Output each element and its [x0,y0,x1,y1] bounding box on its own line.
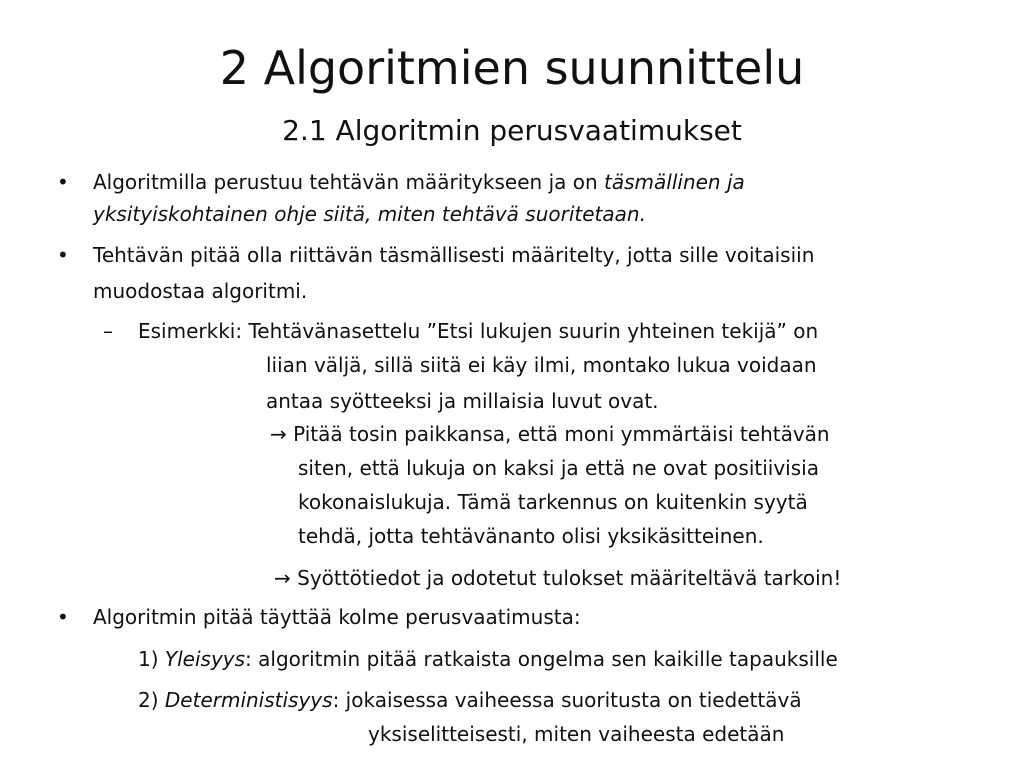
bullet-2-marker: • [57,243,69,267]
bullet-1-marker: • [57,170,69,194]
note-2-line [274,565,841,591]
bullet-3-line-1: Algoritmin pitää täyttää kolme perusvaatimusta: [93,605,581,629]
note-1-line-4: tehdä, jotta tehtävänanto olisi yksikäsitteinen. [298,524,764,548]
arrow-right-icon: → [274,566,291,590]
requirement-2-line-2: yksiselitteisesti, miten vaiheesta edetään [368,722,785,746]
bullet-1-italic-b: yksityiskohtainen ohje siitä, miten tehtävä suoritetaan. [93,202,646,226]
requirement-1-number: 1) [138,647,165,671]
requirement-2 [138,687,802,713]
requirement-1 [138,646,838,672]
bullet-1-italic-a: täsmällinen ja [604,170,745,194]
bullet-3-marker: • [57,605,69,629]
bullet-2-line-1: Tehtävän pitää olla riittävän täsmällisesti määritelty, jotta sille voitaisiin [93,243,815,267]
requirement-1-term: Yleisyys [164,647,246,671]
note-1-text-1: Pitää tosin paikkansa, että moni ymmärtäisi tehtävän [293,422,830,446]
sub-item-dash: – [103,319,113,343]
note-1-line-3: kokonaislukuja. Tämä tarkennus on kuitenkin syytä [298,490,808,514]
requirement-2-number: 2) [138,688,165,712]
slide-subtitle: 2.1 Algoritmin perusvaatimukset [282,114,742,147]
bullet-2-line-2: muodostaa algoritmi. [93,279,308,303]
bullet-1-text: Algoritmilla perustuu tehtävän määritykseen ja on [93,170,605,194]
note-1-line-1 [270,421,830,447]
requirement-2-text: : jokaisessa vaiheessa suoritusta on tiedettävä [332,688,802,712]
bullet-1-line-2 [93,201,646,227]
example-line-2: liian väljä, sillä siitä ei käy ilmi, montako lukua voidaan [266,353,817,377]
requirement-2-term: Deterministisyys [164,688,333,712]
example-line-3: antaa syötteeksi ja millaisia luvut ovat. [266,389,659,413]
requirement-1-text: : algoritmin pitää ratkaista ongelma sen kaikille tapauksille [245,647,838,671]
note-2-text: Syöttötiedot ja odotetut tulokset määriteltävä tarkoin! [297,566,842,590]
bullet-1-line-1 [93,169,745,195]
arrow-right-icon: → [270,422,287,446]
slide-title: 2 Algoritmien suunnittelu [219,41,805,95]
example-line-1: Esimerkki: Tehtävänasettelu ”Etsi lukujen suurin yhteinen tekijä” on [138,319,819,343]
note-1-line-2: siten, että lukuja on kaksi ja että ne ovat positiivisia [298,456,819,480]
